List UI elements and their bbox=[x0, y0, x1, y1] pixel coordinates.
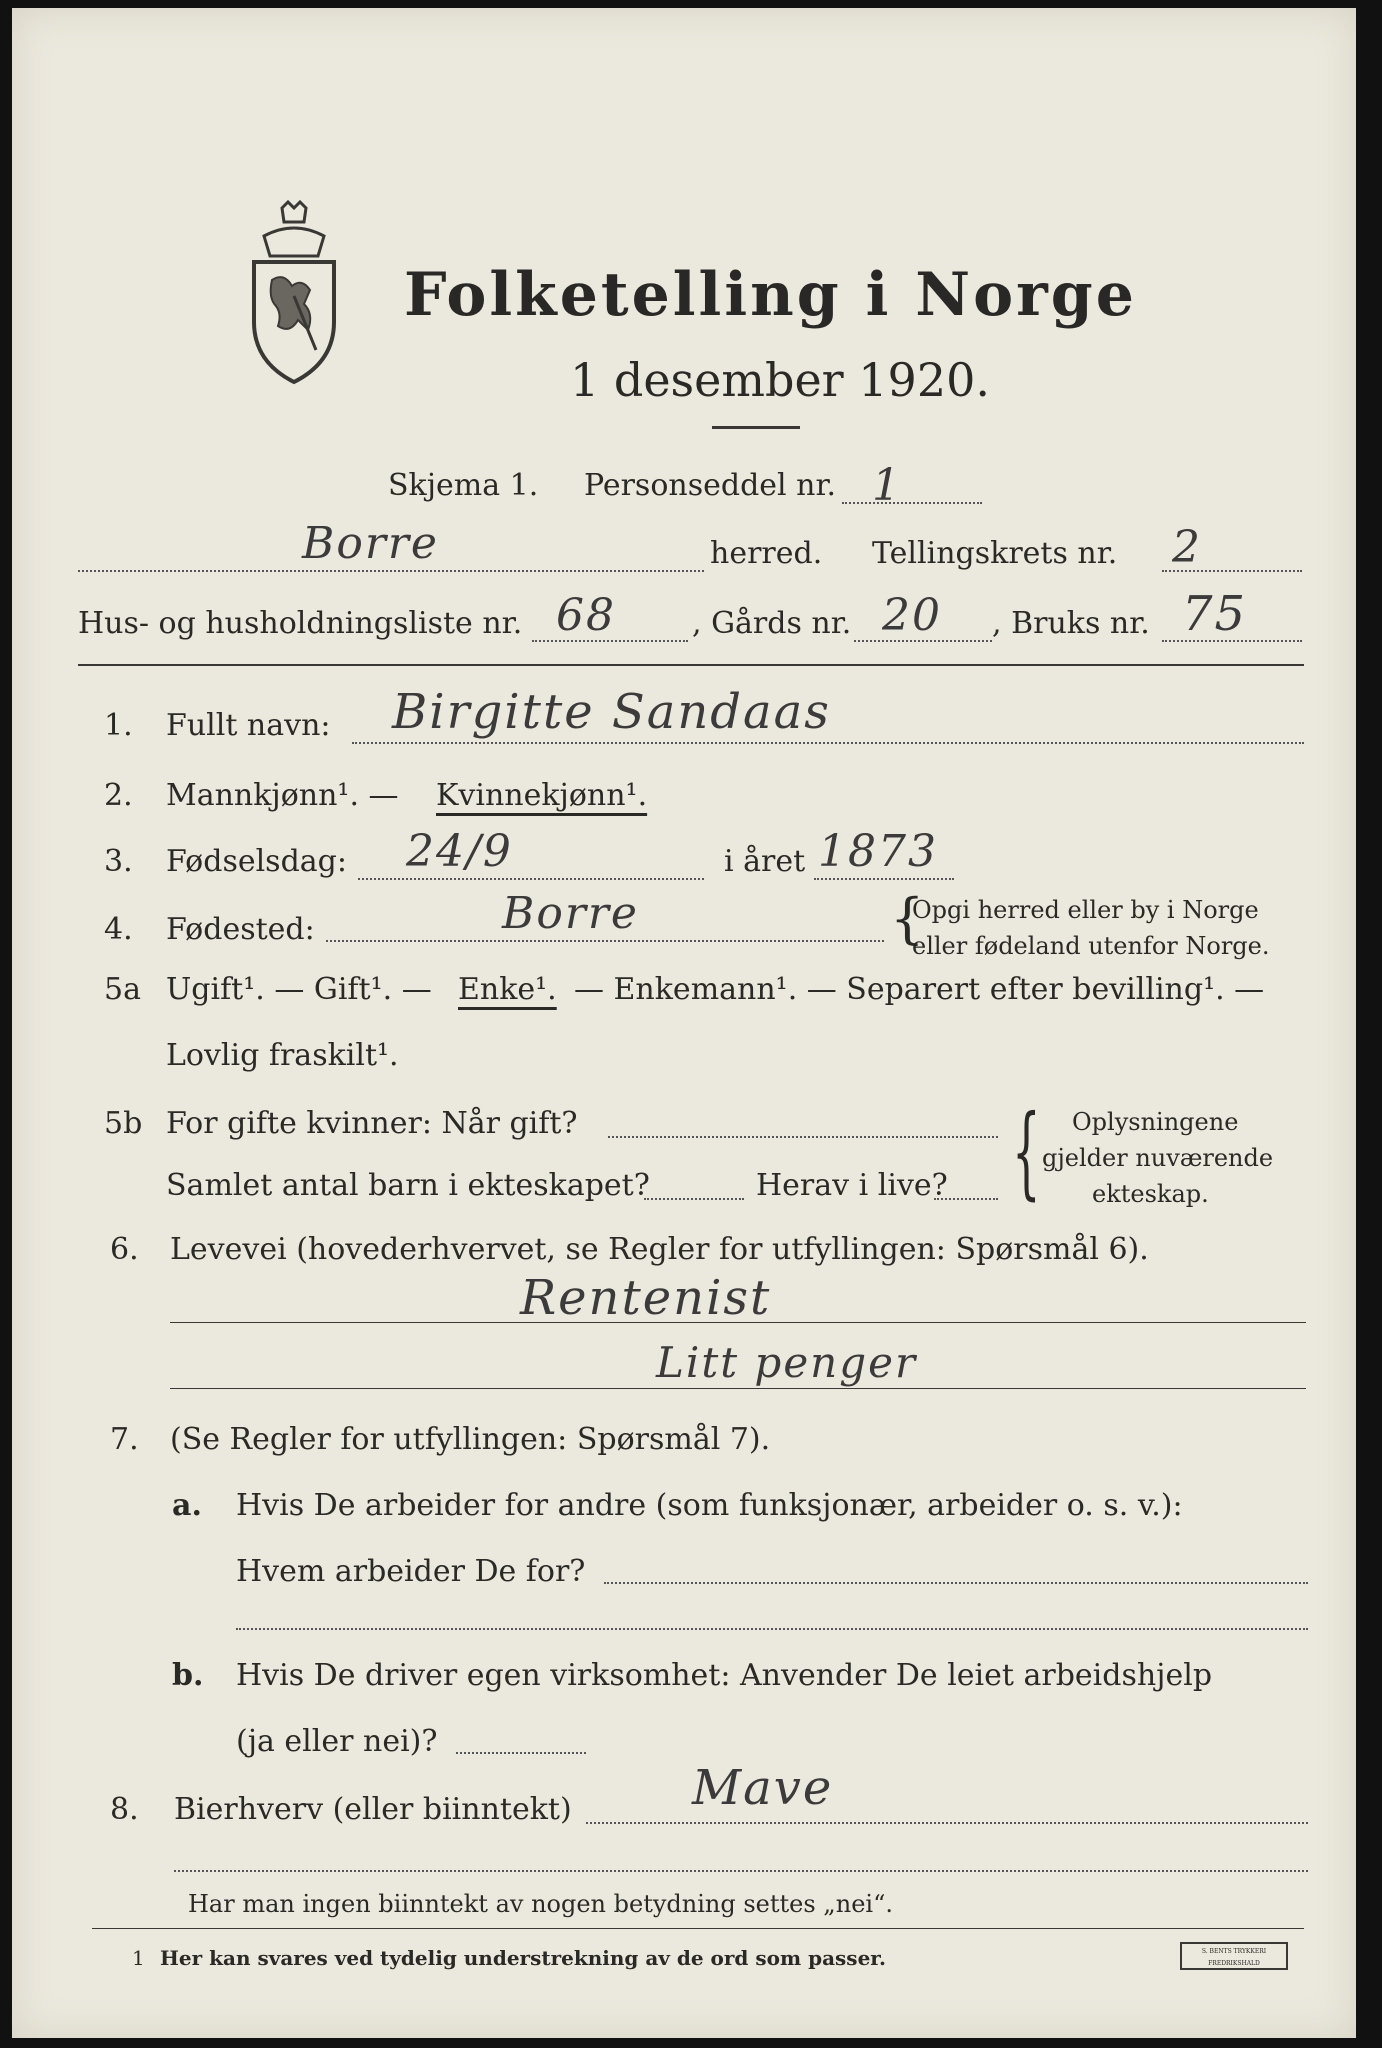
q7b-letter: b. bbox=[172, 1658, 204, 1693]
q3-year-line bbox=[814, 878, 954, 880]
gards-value: 20 bbox=[882, 590, 942, 641]
q4-value: Borre bbox=[502, 888, 639, 939]
q2-number: 2. bbox=[104, 778, 133, 813]
q4-label: Fødested: bbox=[166, 912, 315, 947]
q4-note-2: eller fødeland utenfor Norge. bbox=[912, 932, 1270, 960]
q6-label: Levevei (hovederhvervet, se Regler for utfyllingen: Spørsmål 6). bbox=[170, 1232, 1149, 1267]
q8-value: Mave bbox=[692, 1760, 834, 1816]
herred-value: Borre bbox=[302, 518, 439, 569]
q6-value-2: Litt penger bbox=[656, 1338, 918, 1387]
q6-value-1: Rentenist bbox=[520, 1270, 772, 1326]
q6-number: 6. bbox=[110, 1232, 139, 1267]
personseddel-line bbox=[842, 502, 982, 504]
q4-number: 4. bbox=[104, 912, 133, 947]
q1-label: Fullt navn: bbox=[166, 708, 331, 743]
q7a-line-2 bbox=[236, 1628, 1308, 1630]
q5a-options-c: — Enkemann¹. — Separert efter bevilling¹. — bbox=[574, 972, 1265, 1007]
q5b-barn-line bbox=[644, 1198, 744, 1200]
q5b-naar-line bbox=[608, 1136, 998, 1138]
q7b-question: (ja eller nei)? bbox=[236, 1724, 438, 1759]
q5b-number: 5b bbox=[104, 1106, 143, 1141]
q6-line-2 bbox=[170, 1388, 1306, 1389]
q3-line bbox=[358, 878, 704, 880]
coat-of-arms-icon bbox=[234, 200, 354, 400]
q5b-live-line bbox=[934, 1198, 998, 1200]
tellingskrets-value: 2 bbox=[1172, 522, 1202, 573]
husholdning-label: Hus- og husholdningsliste nr. bbox=[78, 606, 523, 641]
q3-value: 24/9 bbox=[406, 826, 513, 877]
q1-number: 1. bbox=[104, 708, 133, 743]
tellingskrets-label: Tellingskrets nr. bbox=[872, 536, 1118, 571]
q8-number: 8. bbox=[110, 1792, 139, 1827]
herred-line bbox=[78, 570, 704, 572]
census-date: 1 desember 1920. bbox=[570, 353, 990, 407]
q7-number: 7. bbox=[110, 1422, 139, 1457]
q5b-label-naar: For gifte kvinner: Når gift? bbox=[166, 1106, 578, 1141]
q7a-letter: a. bbox=[172, 1488, 202, 1523]
q8-line-1 bbox=[586, 1822, 1308, 1824]
q5a-options-a: Ugift¹. — Gift¹. — bbox=[166, 972, 432, 1007]
census-form bbox=[12, 8, 1356, 2038]
footer-divider bbox=[92, 1928, 1304, 1929]
q1-value: Birgitte Sandaas bbox=[392, 684, 831, 740]
bruks-value: 75 bbox=[1182, 586, 1248, 642]
footnote-text: Her kan svares ved tydelig understrekning av de ord som passer. bbox=[160, 1946, 886, 1970]
form-title: Folketelling i Norge bbox=[404, 260, 1137, 330]
personseddel-value: 1 bbox=[872, 460, 902, 511]
q5b-note-2: gjelder nuværende bbox=[1042, 1144, 1274, 1172]
q5b-label-live: Herav i live? bbox=[756, 1168, 948, 1203]
q7a-text: Hvis De arbeider for andre (som funksjonær, arbeider o. s. v.): bbox=[236, 1488, 1183, 1523]
gards-label: , Gårds nr. bbox=[692, 606, 852, 641]
q2-option-mann: Mannkjønn¹. — bbox=[166, 778, 399, 813]
q7-label: (Se Regler for utfyllingen: Spørsmål 7). bbox=[170, 1422, 771, 1457]
herred-label: herred. bbox=[710, 536, 823, 571]
section-divider bbox=[78, 664, 1304, 666]
q5b-brace: { bbox=[1012, 1093, 1041, 1210]
q4-brace: { bbox=[890, 887, 925, 950]
q5a-number: 5a bbox=[104, 972, 141, 1007]
husholdning-value: 68 bbox=[556, 590, 616, 641]
q8-line-2 bbox=[174, 1870, 1308, 1872]
personseddel-label: Personseddel nr. bbox=[584, 468, 837, 503]
q7a-line-1 bbox=[604, 1582, 1308, 1584]
printer-stamp: S. BENTS TRYKKERI FREDRIKSHALD bbox=[1180, 1942, 1288, 1970]
q7a-question: Hvem arbeider De for? bbox=[236, 1554, 586, 1589]
q1-line bbox=[352, 742, 1304, 744]
skjema-label: Skjema 1. bbox=[388, 468, 539, 503]
q5b-note-1: Oplysningene bbox=[1072, 1108, 1239, 1136]
footnote-mark: 1 bbox=[132, 1946, 145, 1970]
q7b-text: Hvis De driver egen virksomhet: Anvender De leiet arbeidshjelp bbox=[236, 1658, 1213, 1693]
q5a-option-fraskilt: Lovlig fraskilt¹. bbox=[166, 1038, 399, 1073]
q5b-note-3: ekteskap. bbox=[1092, 1180, 1209, 1208]
q5b-label-barn: Samlet antal barn i ekteskapet? bbox=[166, 1168, 650, 1203]
q7b-line bbox=[456, 1752, 586, 1754]
q3-label: Fødselsdag: bbox=[166, 844, 347, 879]
q3-number: 3. bbox=[104, 844, 133, 879]
q4-line bbox=[326, 940, 884, 942]
q3-year-label: i året bbox=[724, 844, 806, 879]
title-ornament bbox=[712, 426, 800, 429]
note-nei: Har man ingen biinntekt av nogen betydning settes „nei“. bbox=[188, 1890, 893, 1918]
q5a-option-enke: Enke¹. bbox=[458, 972, 557, 1007]
q3-year-value: 1873 bbox=[818, 826, 938, 877]
q2-option-kvinne: Kvinnekjønn¹. bbox=[436, 778, 648, 813]
q4-note-1: Opgi herred eller by i Norge bbox=[912, 896, 1259, 924]
q8-label: Bierhverv (eller biinntekt) bbox=[174, 1792, 572, 1827]
bruks-label: , Bruks nr. bbox=[992, 606, 1150, 641]
